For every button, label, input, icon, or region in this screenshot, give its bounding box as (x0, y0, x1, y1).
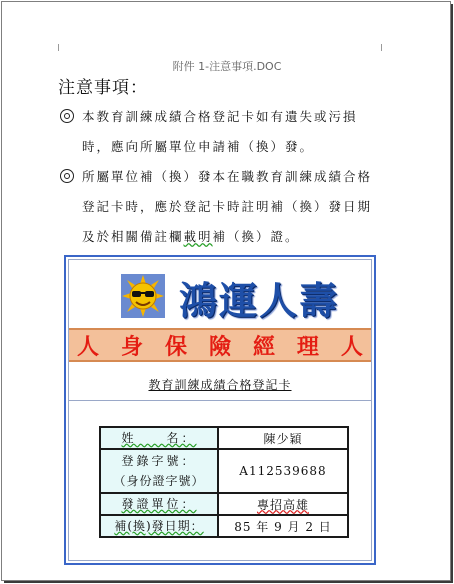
document-title: 附件 1-注意事項.DOC (172, 60, 282, 73)
page-shadow-right (451, 4, 453, 583)
note-2-line-1: 所屬單位補（換）發本在職教育訓練成績合格 (82, 169, 373, 184)
issuing-unit-value: 專招高雄 (218, 493, 348, 515)
banner-char: 人 (340, 333, 363, 360)
name-value: 陳少穎 (218, 427, 348, 449)
note-2-line-2: 登記卡時，應於登記卡時註明補（換）發日期 (82, 199, 373, 214)
table-row (100, 427, 348, 449)
banner-char: 人 (77, 333, 100, 360)
double-circle-bullet-icon (60, 109, 74, 123)
brand-name: 鴻運人壽 (179, 278, 340, 323)
crop-mark-right (381, 44, 382, 51)
banner-char: 險 (208, 333, 231, 360)
agent-banner (69, 328, 371, 362)
note-1-line-2: 時，應向所屬單位申請補（換）發。 (82, 139, 315, 154)
banner-char: 身 (120, 333, 143, 360)
name-label: 姓 名： (100, 427, 218, 449)
registration-number-value: A112539688 (218, 449, 348, 493)
note-1-line-1: 本教育訓練成績合格登記卡如有遺失或污損 (82, 109, 358, 124)
table-row (100, 493, 348, 515)
banner-char: 理 (296, 333, 319, 360)
reissue-date-label: 補(換)發日期： (100, 515, 218, 537)
page-shadow-bottom (4, 581, 453, 583)
card-subtitle: 教育訓練成績合格登記卡 (148, 378, 292, 392)
info-table (99, 426, 349, 538)
note-2-proofing-word: 載明 (183, 229, 213, 244)
banner-char: 經 (252, 333, 275, 360)
notes-heading: 注意事項： (58, 78, 148, 98)
certificate-card-inner (68, 259, 372, 561)
brand-logo-row (69, 268, 371, 324)
sun-with-sunglasses-icon (121, 274, 165, 318)
issuing-unit-label: 發證單位： (100, 493, 218, 515)
certificate-card (64, 255, 376, 565)
banner-char: 保 (164, 333, 187, 360)
note-item-1 (60, 102, 390, 162)
note-2-line-3: 及於相關備註欄載明補（換）證。 (82, 229, 300, 244)
reissue-date-value: 85 年 9 月 2 日 (218, 515, 348, 537)
note-item-2 (60, 162, 390, 252)
table-row (100, 515, 348, 537)
crop-mark-left (58, 44, 59, 51)
double-circle-bullet-icon (60, 169, 74, 183)
registration-number-label: 登錄字號： （身份證字號） (100, 449, 218, 493)
table-row (100, 449, 348, 493)
card-divider (69, 400, 371, 401)
